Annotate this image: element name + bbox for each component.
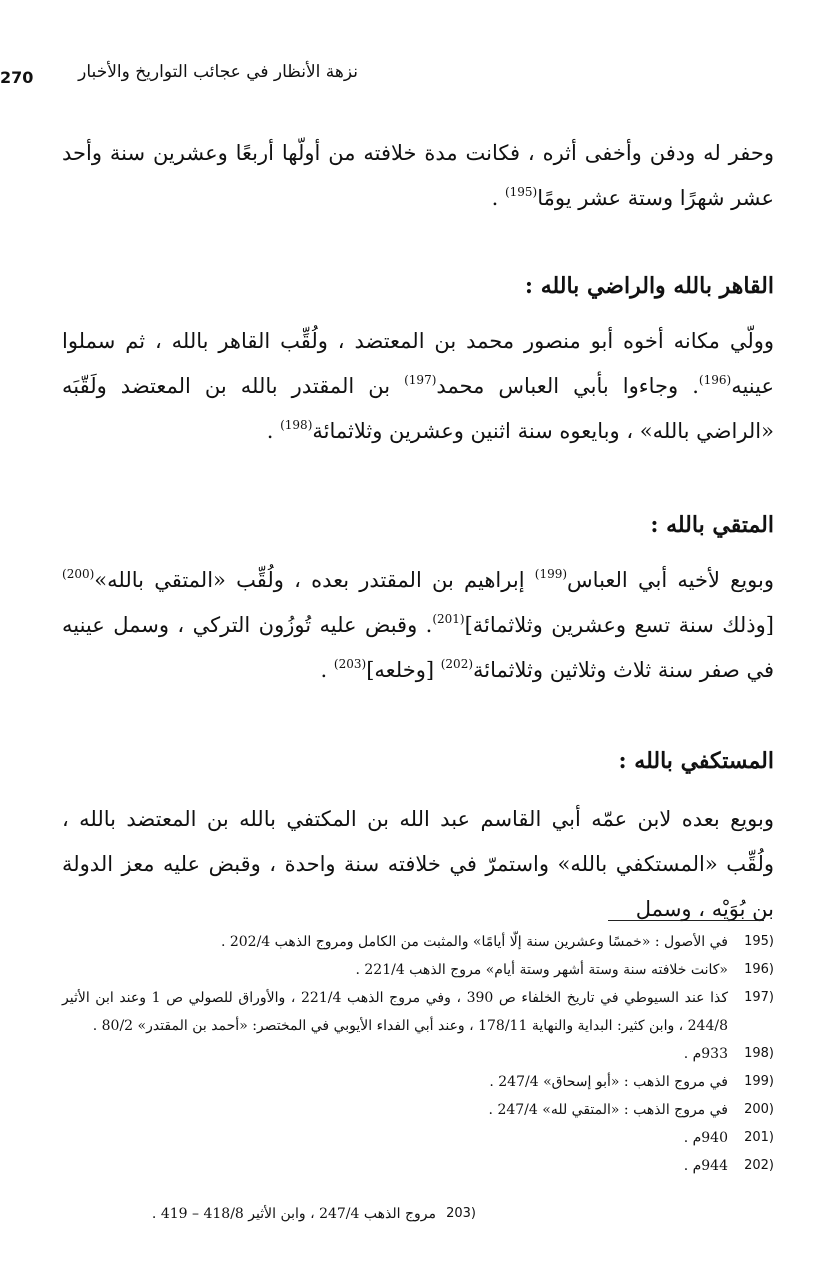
footnote-item <box>62 1096 774 1124</box>
footnote-number: 201) <box>744 1130 774 1145</box>
footnote-number: 200) <box>744 1102 774 1117</box>
footnote-text: 944م . <box>683 1158 728 1174</box>
paragraph-3-text-d: . وقبض عليه تُوزُون التركي ، وسمل عينيه في صفر سنة ثلاث وثلاثين وثلاثمائة <box>62 613 774 682</box>
footnote-text: كذا عند السيوطي في تاريخ الخلفاء ص 390 ، وفي مروج الذهب 221/4 ، والأوراق للصولي ص 1 وعند ابن الأثير 244/8 ، وابن كثير: البداية والنهاية 178/11 ، وعند أبي الفداء الأيوبي في المختصر: «أحمد بن المقتدر» 80/2 . <box>62 990 729 1034</box>
footnote-item <box>62 928 774 956</box>
paragraph-2-end: . <box>266 419 274 443</box>
footnote-number: 198) <box>744 1046 774 1061</box>
paragraph-3-text-a: وبويع لأخيه أبي العباس <box>567 568 774 592</box>
footnote-ref-202[interactable]: (202) <box>440 657 474 671</box>
paragraph-2-text-c: بن المقتدر بالله بن المعتضد ولَقّبَه «الراضي بالله» ، وبايعوه سنة اثنين وعشرين وثلاثمائة <box>62 374 774 443</box>
footnote-item <box>62 1124 774 1152</box>
paragraph-1-end: . <box>491 186 499 210</box>
footnote-text: مروج الذهب 247/4 ، وابن الأثير 418/8 – 419 . <box>151 1206 436 1222</box>
footnote-item <box>62 956 774 984</box>
section-heading-mustakfi: المستكفي بالله : <box>618 748 774 774</box>
footnote-separator <box>608 920 764 921</box>
footnote-item <box>62 1068 774 1096</box>
footnote-ref-196[interactable]: (196) <box>698 373 732 387</box>
footnote-ref-198[interactable]: (198) <box>280 418 313 432</box>
footnote-number: 202) <box>744 1158 774 1173</box>
footnote-item-203 <box>152 1206 476 1222</box>
footnote-text: في مروج الذهب : «المتقي لله» 247/4 . <box>488 1102 728 1118</box>
paragraph-2-text-b: . وجاءوا بأبي العباس محمد <box>436 374 699 398</box>
paragraph-1-text: وحفر له ودفن وأخفى أثره ، فكانت مدة خلافته من أولّها أربعًا وعشرين سنة وأحد عشر شهرًا وستة عشر يومًا <box>62 141 774 210</box>
paragraph-4: وبويع بعده لابن عمّه أبي القاسم عبد الله بن المكتفي بالله بن المعتضد بالله ، ولُقِّب «المستكفي بالله» واستمرّ في خلافته سنة واحدة ، وقبض عليه معز الدولة بن بُوَيْه ، وسمل <box>62 807 774 921</box>
footnote-ref-200[interactable]: (200) <box>62 567 95 581</box>
footnote-ref-195[interactable]: (195) <box>504 185 538 199</box>
footnote-item <box>62 1040 774 1068</box>
footnote-number: 203) <box>446 1206 476 1221</box>
paragraph-3-end: . <box>320 658 328 682</box>
footnote-number: 196) <box>744 962 774 977</box>
footnotes-block <box>62 928 774 1180</box>
footnote-text: في الأصول : «خمسًا وعشرين سنة إلّا أيامًا» والمثبت من الكامل ومروج الذهب 202/4 . <box>220 934 728 950</box>
paragraph-3-text-c: [وذلك سنة تسع وعشرين وثلاثمائة] <box>464 613 774 637</box>
footnote-number: 197) <box>744 990 774 1005</box>
footnote-number: 195) <box>744 934 774 949</box>
footnote-item <box>62 984 774 1040</box>
paragraph-2-text-a: وولّي مكانه أخوه أبو منصور محمد بن المعتضد ، ولُقِّب القاهر بالله ، ثم سملوا عينيه <box>62 329 774 398</box>
running-header-title: نزهة الأنظار في عجائب التواريخ والأخبار <box>78 62 358 82</box>
footnote-ref-201[interactable]: (201) <box>432 612 465 626</box>
footnote-number: 199) <box>744 1074 774 1089</box>
footnote-ref-197[interactable]: (197) <box>404 373 437 387</box>
footnote-text: «كانت خلافته سنة وستة أشهر وستة أيام» مروج الذهب 221/4 . <box>355 962 728 978</box>
footnote-text: 933م . <box>683 1046 728 1062</box>
footnote-ref-203[interactable]: (203) <box>333 657 367 671</box>
paragraph-3 <box>62 558 774 693</box>
paragraph-3-text-e: [وخلعه] <box>366 658 441 682</box>
footnote-text: في مروج الذهب : «أبو إسحاق» 247/4 . <box>489 1074 728 1090</box>
footnote-text: 940م . <box>683 1130 728 1146</box>
page-number: 270 <box>0 68 34 87</box>
footnote-ref-199[interactable]: (199) <box>534 567 568 581</box>
paragraph-3-text-b: إبراهيم بن المقتدر بعده ، ولُقِّب «المتقي بالله» <box>94 568 535 592</box>
paragraph-1 <box>62 131 774 221</box>
footnote-item <box>62 1152 774 1180</box>
section-heading-qahir-radi: القاهر بالله والراضي بالله : <box>524 273 774 299</box>
section-heading-muttaqi: المتقي بالله : <box>650 512 774 538</box>
paragraph-2 <box>62 319 774 454</box>
